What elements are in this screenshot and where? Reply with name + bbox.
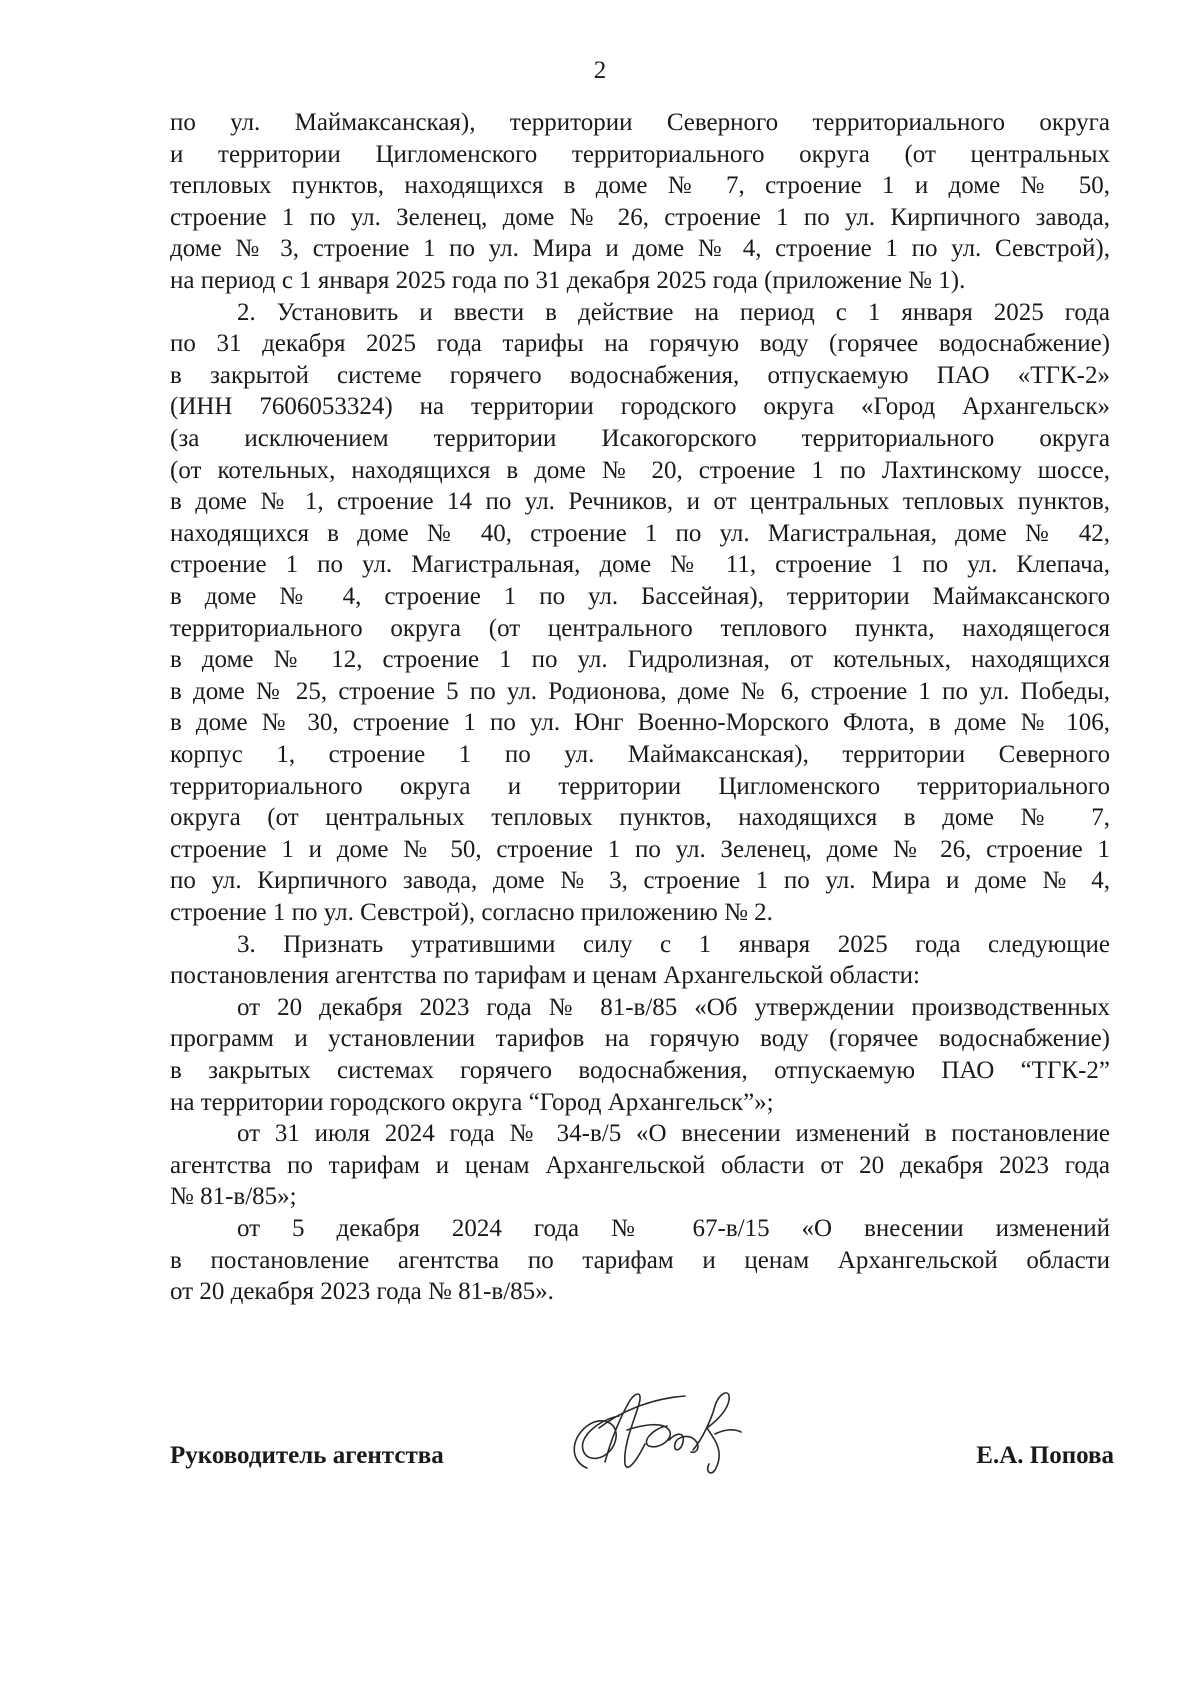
- text-line: (за исключением территории Исакогорского территориального округа: [170, 425, 1110, 452]
- text-line: по ул. Маймаксанская), территории Северного территориального округа: [170, 109, 1110, 136]
- text-line: 3. Признать утратившими силу с 1 января 2025 года следующие: [237, 930, 1110, 958]
- text-line: в доме № 30, строение 1 по ул. Юнг Военно-Морского Флота, в доме № 106,: [170, 709, 1110, 737]
- text-line: от 5 декабря 2024 года № 67-в/15 «О внесении изменений: [237, 1215, 1110, 1242]
- text-line: 2. Установить и ввести в действие на период с 1 января 2025 года: [237, 298, 1110, 326]
- text-line: строение 1 по ул. Севстрой), согласно приложению № 2.: [170, 899, 773, 926]
- text-line: от 20 декабря 2023 года № 81-в/85».: [170, 1278, 554, 1306]
- text-line: в постановление агентства по тарифам и ценам Архангельской области: [170, 1246, 1110, 1274]
- text-line: строение 1 по ул. Магистральная, доме № 11, строение 1 по ул. Клепача,: [170, 551, 1110, 579]
- text-line: территориального округа (от центрального теплового пункта, находящегося: [170, 614, 1110, 642]
- text-line: в доме № 25, строение 5 по ул. Родионова, доме № 6, строение 1 по ул. Победы,: [170, 677, 1110, 705]
- text-line: программ и установлении тарифов на горячую воду (горячее водоснабжение): [170, 1025, 1110, 1053]
- text-line: от 31 июля 2024 года № 34-в/5 «О внесении изменений в постановление: [237, 1120, 1110, 1148]
- text-line: (от котельных, находящихся в доме № 20, строение 1 по Лахтинскому шоссе,: [170, 456, 1110, 484]
- text-line: округа (от центральных тепловых пунктов, находящихся в доме № 7,: [170, 804, 1110, 832]
- text-line: в доме № 12, строение 1 по ул. Гидролизная, от котельных, находящихся: [170, 646, 1110, 674]
- text-line: доме № 3, строение 1 по ул. Мира и доме № 4, строение 1 по ул. Севстрой),: [170, 235, 1110, 263]
- text-line: и территории Цигломенского территориального округа (от центральных: [170, 140, 1110, 168]
- handwritten-signature: [565, 1380, 750, 1480]
- text-line: постановления агентства по тарифам и ценам Архангельской области:: [170, 962, 920, 990]
- text-line: по ул. Кирпичного завода, доме № 3, строение 1 по ул. Мира и доме № 4,: [170, 867, 1110, 895]
- text-line: находящихся в доме № 40, строение 1 по ул. Магистральная, доме № 42,: [170, 519, 1110, 547]
- text-line: № 81-в/85»;: [170, 1183, 297, 1211]
- text-line: на период с 1 января 2025 года по 31 декабря 2025 года (приложение № 1).: [170, 267, 966, 294]
- text-line: агентства по тарифам и ценам Архангельской области от 20 декабря 2023 года: [170, 1151, 1110, 1179]
- text-line: в закрытых системах горячего водоснабжения, отпускаемую ПАО “ТГК-2”: [170, 1057, 1110, 1084]
- text-line: в закрытой системе горячего водоснабжения, отпускаемую ПАО «ТГК-2»: [170, 361, 1110, 389]
- signer-title: Руководитель агентства: [170, 1442, 444, 1469]
- text-line: строение 1 по ул. Зеленец, доме № 26, строение 1 по ул. Кирпичного завода,: [170, 203, 1110, 231]
- page-number: 2: [593, 57, 607, 84]
- text-line: в доме № 1, строение 14 по ул. Речников, и от центральных тепловых пунктов,: [170, 488, 1110, 516]
- text-line: тепловых пунктов, находящихся в доме № 7, строение 1 и доме № 50,: [170, 172, 1110, 200]
- text-line: в доме № 4, строение 1 по ул. Бассейная), территории Маймаксанского: [170, 583, 1110, 610]
- signature-block: [0, 1380, 1200, 1530]
- text-line: (ИНН 7606053324) на территории городского округа «Город Архангельск»: [170, 393, 1110, 421]
- text-line: строение 1 и доме № 50, строение 1 по ул. Зеленец, доме № 26, строение 1: [170, 835, 1110, 863]
- signer-name: Е.А. Попова: [976, 1442, 1114, 1469]
- text-line: от 20 декабря 2023 года № 81-в/85 «Об утверждении производственных: [237, 993, 1110, 1021]
- text-line: на территории городского округа “Город Архангельск”»;: [170, 1088, 774, 1116]
- text-line: корпус 1, строение 1 по ул. Маймаксанская), территории Северного: [170, 741, 1110, 768]
- text-line: по 31 декабря 2025 года тарифы на горячую воду (горячее водоснабжение): [170, 330, 1110, 358]
- text-line: территориального округа и территории Цигломенского территориального: [170, 772, 1110, 800]
